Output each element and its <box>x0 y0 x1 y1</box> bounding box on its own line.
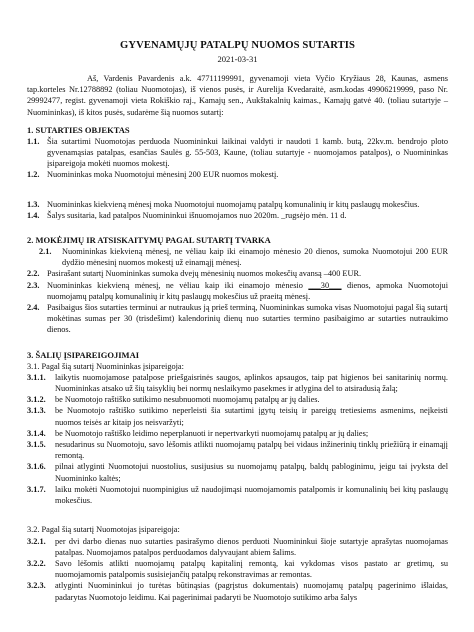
clause-1-1 <box>27 136 448 170</box>
clause-3-1-7 <box>27 484 448 506</box>
clause-text: laikytis nuomojamose patalpose priešgaisrinės saugos, aplinkos apsaugos, taip pat higienos bei sanitarinių normų. Nuomininkas atsako už šių taisyklių bei normų neslaikymo pasekmes ir atlygina del to atsiradusią žalą; <box>55 372 448 394</box>
spacer <box>27 506 448 524</box>
clause-text-part: dienos, apmoka Nuomotojui nuomojamų patalpų komunalinių ir kitų paslaugų mokesčius už praeitą mėnesį. <box>47 280 449 301</box>
clause-3-1-6 <box>27 461 448 483</box>
clause-text: atlyginti Nuomininkui jo turėtas būtinąsias (pagrįstus dokumentais) nuomojamų patalpų pagerinimo išlaidas, padarytas Nuomotojo leidimu. Kai pagerinimai padaryti be Nuomotojo sutikimo arba šalys <box>55 581 448 602</box>
spacer <box>27 336 448 343</box>
spacer <box>27 181 448 199</box>
clause-3-1-3 <box>27 405 448 427</box>
clause-text: be Nuomotojo raštiško sutikimo neperleisti šia sutartimi įgytų teisių ir pareigų tretiesiems asmenims, neįkeisti nuomos teisės ar kitaip jos neisvaržyti; <box>55 406 448 427</box>
clause-3-2-3 <box>27 580 448 602</box>
clause-number: 3.1.1. <box>27 372 46 382</box>
clause-text: Pasirašant sutartį Nuomininkas sumoka dvejų mėnesinių nuomos mokesčių avansą –400 EUR. <box>47 269 362 279</box>
subsection-3-1: 3.1. Pagal šią sutartį Nuomininkas įsipareigoja: <box>27 361 184 371</box>
clause-text: be Nuomotojo raštiško sutikimo nesubnuomoti nuomojamų patalpų ar jų dalies. <box>55 395 320 405</box>
clause-text: Pasibaigus šios sutarties terminui ar nutraukus ją prieš terminą, Nuomininkas sumoka visas Nuomotojui pagal šią sutartį mokėtinas sumas per 30 (trisdešimt) kalendorinių dienų nuo sutarties termino pasibaigimo ar sutarties nutraukimo dienos. <box>47 303 448 335</box>
section-3-heading: 3. ŠALIŲ ĮSIPAREIGOJIMAI <box>27 349 140 360</box>
clause-3-1-5 <box>27 439 448 461</box>
clause-2-2 <box>27 268 448 279</box>
clause-text-part: Nuomininkas kiekvieną mėnesį, ne vėliau kaip iki einamojo mėnesio <box>47 280 309 290</box>
clause-number: 1.3. <box>27 199 40 209</box>
clause-text: pilnai atlyginti Nuomotojui nuostolius, susijusius su nuomojamų patalpų, baldų pabloginimu, jeigu tai įvyksta del Nuomininko kaltės; <box>55 462 448 483</box>
clause-number: 1.2. <box>27 170 40 180</box>
clause-1-4 <box>27 210 448 221</box>
clause-number: 3.1.4. <box>27 428 46 438</box>
clause-number: 3.1.3. <box>27 406 46 416</box>
clause-3-1-1 <box>27 372 448 394</box>
clause-text: per dvi darbo dienas nuo sutarties pasirašymo dienos perduoti Nuomininkui šioje sutartyje aprašytas nuomojamas patalpas. Nuomojamos patalpos perduodamos dalyvaujant abiem šalims. <box>55 536 448 557</box>
clause-1-2 <box>27 169 448 180</box>
document-date: 2021-03-31 <box>217 54 258 64</box>
clause-text: Savo lėšomis atlikti nuomojamų patalpų kapitalinį remontą, kai vykdomas visos pastato ar gretimų, su nuomojamomis patalpomis susisiejančių patalpų rekonstravimas ar remontas. <box>55 558 448 580</box>
clause-text: laiku mokėti Nuomotojui nuompinigius už naudojimąsi nuomojamomis patalpomis ir komunalinių bei kitų paslaugų mokesčius. <box>55 484 448 506</box>
section-1-heading: 1. SUTARTIES OBJEKTAS <box>27 124 130 135</box>
clause-3-2-2 <box>27 558 448 580</box>
clause-2-1 <box>27 246 448 268</box>
spacer <box>27 221 448 228</box>
clause-3-1-2 <box>27 394 448 405</box>
clause-3-1-4 <box>27 428 448 439</box>
clause-number: 3.2.2. <box>27 558 46 568</box>
clause-text: be Nuomotojo raštiško leidimo neperplanuoti ir nepertvarkyti nuomojamų patalpų ar jų dalies; <box>55 428 369 438</box>
clause-text: Nuomininkas kiekvieną mėnesį moka Nuomotojui nuomojamų patalpų komunalinių ir kitų paslaugų mokesčius. <box>47 199 420 209</box>
clause-number: 3.2.1. <box>27 536 46 546</box>
clause-text: Šia sutartimi Nuomotojas perduoda Nuomininkui laikinai valdyti ir naudoti 1 kamb. butą, 22kv.m. bendrojo ploto gyvenamąsias patalpas, esančias Saulės g. 55-503, Kaune, (toliau sutartyje - nuomojamos patalpos), o Nuomininkas įsipareigoja mokėti nuomos mokestį. <box>47 136 448 169</box>
clause-2-3 <box>27 280 448 302</box>
document-title: GYVENAMŲJŲ PATALPŲ NUOMOS SUTARTIS <box>119 40 356 51</box>
clause-number: 3.1.5. <box>27 440 46 450</box>
clause-text <box>41 280 448 302</box>
clause-text: Nuomininkas kiekvieną mėnesį, ne vėliau kaip iki einamojo mėnesio 20 dienos, sumoka Nuomotojui 200 EUR dydžio mėnesinį nuomos mokestį už einamąjį mėnesį. <box>62 247 448 268</box>
clause-text: nesudarinus su Nuomotoju, savo lėšomis atlikti nuomojamų patalpų bei vidaus inžinerinių tinklų priežiūrą ir einamąjį remontą. <box>55 440 448 461</box>
clause-1-3 <box>27 199 448 210</box>
section-2-heading: 2. MOKĖJIMŲ IR ATSISKAITYMŲ PAGAL SUTARTĮ TVARKA <box>27 235 271 246</box>
clause-number: 3.1.6. <box>27 462 46 472</box>
clause-text: Šalys susitaria, kad patalpos Nuomininkui išnuomojamos nuo 2020m. _rugsėjo mėn. 11 d. <box>47 210 347 220</box>
clause-number: 2.3. <box>27 280 40 290</box>
clause-number: 2.4. <box>27 303 40 313</box>
clause-number: 3.1.7. <box>27 484 46 494</box>
clause-number: 3.1.2. <box>27 395 46 405</box>
clause-text: Nuomininkas moka Nuomotojui mėnesinį 200 EUR nuomos mokestį. <box>47 170 279 180</box>
clause-number: 3.2.3. <box>27 581 46 591</box>
clause-3-2-1 <box>27 536 448 558</box>
subsection-3-2: 3.2. Pagal šią sutartį Nuomotojas įsipareigoja: <box>27 525 180 535</box>
day-blank: ___30___ <box>308 280 342 290</box>
clause-number: 1.1. <box>27 136 40 146</box>
clause-number: 2.1. <box>39 247 52 257</box>
clause-number: 2.2. <box>27 269 40 279</box>
clause-2-4 <box>27 302 448 336</box>
intro-paragraph: Aš, Vardenis Pavardenis a.k. 47711199991, gyvenamoji vieta Vyčio Kryžiaus 28, Kaunas, asmens tap.korteles Nr.12788892 (toliau Nuomotojas), iš vienos pusės, ir Aurelija Kvedaraitė, asm.kodas 49906219999, paso Nr. 29992477, regist. gyvenamoji vieta Rokiškio raj., Kamajų sen., Aukštakalnių kaimas., Kamajų gatvė 40. (toliau sutartyje – Nuomininkas), iš kitos pusės, sudarėme šią nuomos sutartį: <box>27 74 448 117</box>
clause-number: 1.4. <box>27 210 40 220</box>
